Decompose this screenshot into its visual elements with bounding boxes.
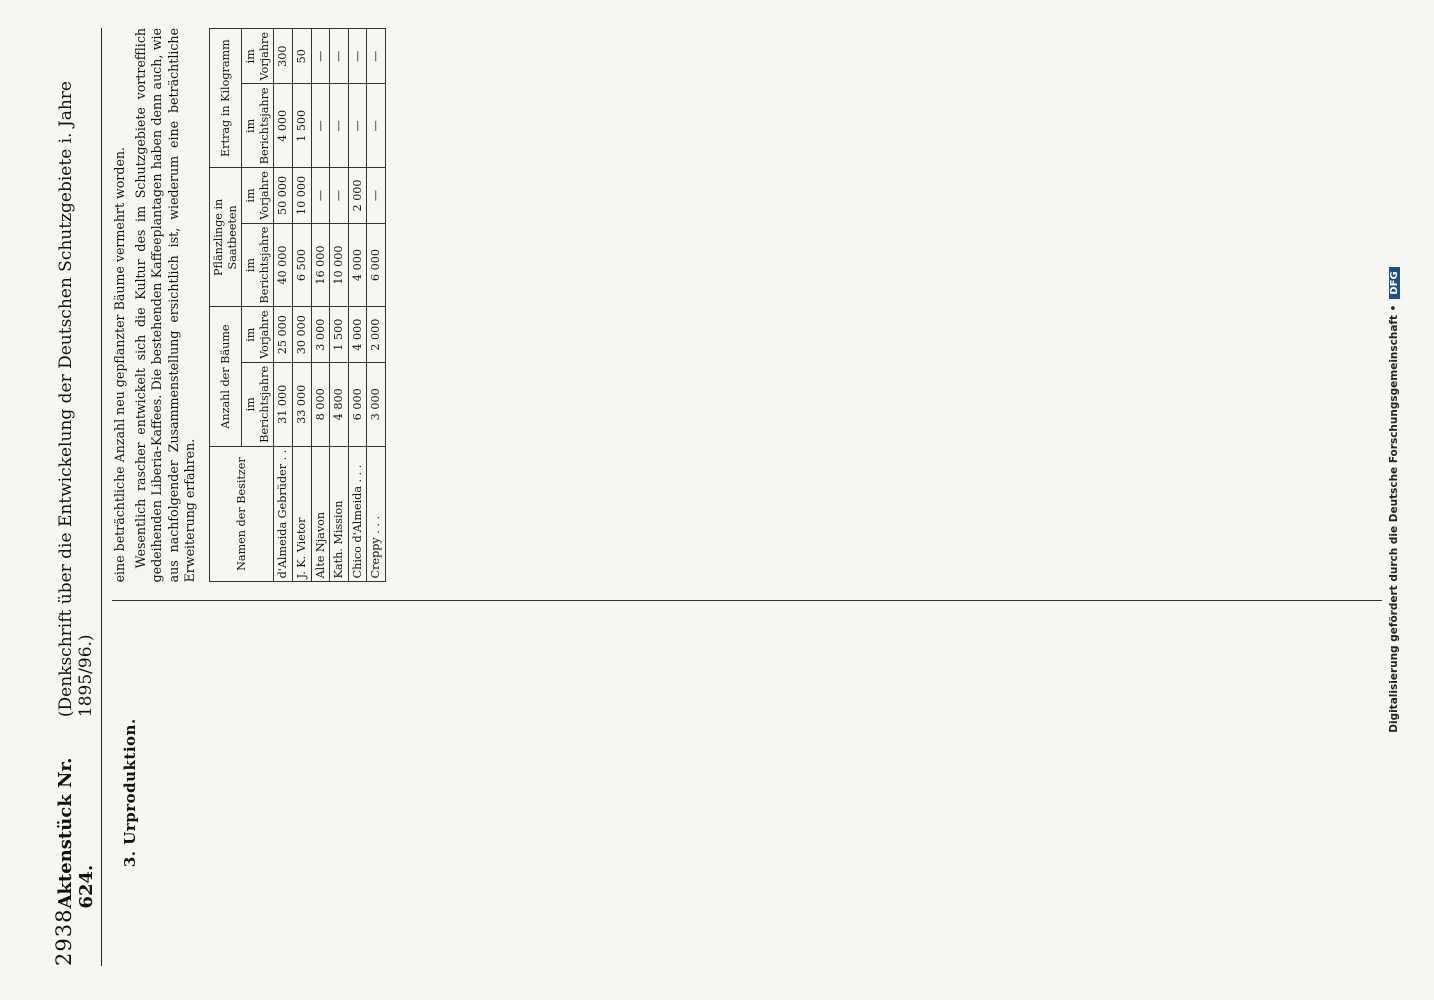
table-row [348, 29, 367, 582]
table-cell: 6 500 [292, 223, 311, 307]
table-cell: — [367, 84, 386, 168]
table-cell: 40 000 [274, 223, 293, 307]
table-cell: 300 [274, 29, 293, 84]
table-cell: 2 000 [367, 307, 386, 362]
table-subheader: im Berichtsjahre [242, 84, 274, 168]
dfg-logo: DFG [1389, 267, 1400, 298]
paragraph: eine beträchtliche Anzahl neu gepflanzter Bäume vermehrt worden. [112, 146, 127, 583]
running-header [52, 28, 102, 966]
table-row [292, 29, 311, 582]
document-reference: Aktenstück Nr. 624. [55, 757, 97, 909]
table-cell: 30 000 [292, 307, 311, 362]
section-heading: 3. Urproduktion. [121, 718, 139, 868]
table-cell-owner: Kath. Mission [330, 446, 349, 582]
table-cell: 4 800 [330, 362, 349, 446]
table-cell: 33 000 [292, 362, 311, 446]
table-cell: 6 000 [367, 223, 386, 307]
table-subheader: im Berichtsjahre [242, 362, 274, 446]
table-cell: — [348, 29, 367, 84]
table-cell: 16 000 [311, 223, 330, 307]
table-cell: — [311, 168, 330, 223]
table-cell: 4 000 [348, 223, 367, 307]
table-cell: 6 000 [348, 362, 367, 446]
page-number: 2938 [52, 908, 76, 966]
table-cell-owner: J. K. Vietor [292, 446, 311, 582]
column-divider [112, 600, 1382, 601]
table-cell-owner: Creppy . . . [367, 446, 386, 582]
table-cell: 50 [292, 29, 311, 84]
table-subheader: im Vorjahre [242, 168, 274, 223]
coffee-plantation-table [209, 28, 386, 582]
table-cell: — [367, 29, 386, 84]
digitization-credit [1388, 0, 1400, 1000]
table-subheader: im Vorjahre [242, 29, 274, 84]
table-cell: — [311, 84, 330, 168]
table-cell: 25 000 [274, 307, 293, 362]
table-cell-owner: d'Almeida Gebrüder . . [274, 446, 293, 582]
table-header-trees: Anzahl der Bäume [209, 307, 241, 446]
table-cell: 2 000 [348, 168, 367, 223]
paragraph: Wesentlich rascher entwickelt sich die Kultur des im Schutzgebiete vortrefflich gedeihenden Liberia-Kaffees. Die bestehenden Kaffeeplantagen haben denn auch, wie aus nachfolgender Zusammenstellung ersichtlich ist, wiederum eine beträchtliche Erweiterung erfahren. [132, 28, 198, 583]
table-cell: 10 000 [292, 168, 311, 223]
table-header-seedlings: Pflänzlinge in Saatbeeten [209, 168, 241, 307]
page-content [52, 28, 1370, 966]
table-header-yield: Ertrag in Kilogramm [209, 29, 241, 168]
table-cell: 50 000 [274, 168, 293, 223]
table-cell: — [311, 29, 330, 84]
credit-text: Digitalisierung gefördert durch die Deutsche Forschungsgemeinschaft • [1388, 304, 1400, 733]
table-cell: 1 500 [292, 84, 311, 168]
table-cell: — [367, 168, 386, 223]
table-cell: 3 000 [311, 307, 330, 362]
table-cell: — [330, 168, 349, 223]
document-title: (Denkschrift über die Entwickelung der Deutschen Schutzgebiete i. Jahre 1895/96.) [56, 81, 96, 718]
table-subheader: im Vorjahre [242, 307, 274, 362]
table-row [367, 29, 386, 582]
table-header-owner: Namen der Besitzer [209, 446, 273, 582]
table-cell-owner: Alte Njavon [311, 446, 330, 582]
table-cell-owner: Chico d'Almeida . . . [348, 446, 367, 582]
table-row [274, 29, 293, 582]
table-cell: 4 000 [274, 84, 293, 168]
table-cell: — [330, 84, 349, 168]
table-cell: 8 000 [311, 362, 330, 446]
table-row [311, 29, 330, 582]
table-cell: 4 000 [348, 307, 367, 362]
table-subheader: im Berichtsjahre [242, 223, 274, 307]
table-cell: — [330, 29, 349, 84]
table-cell: 10 000 [330, 223, 349, 307]
text-columns [112, 28, 1382, 966]
table-cell: 3 000 [367, 362, 386, 446]
table-cell: 1 500 [330, 307, 349, 362]
table-cell: — [348, 84, 367, 168]
column-left [112, 619, 1382, 966]
column-right [112, 28, 1382, 582]
table-row [330, 29, 349, 582]
table-cell: 31 000 [274, 362, 293, 446]
